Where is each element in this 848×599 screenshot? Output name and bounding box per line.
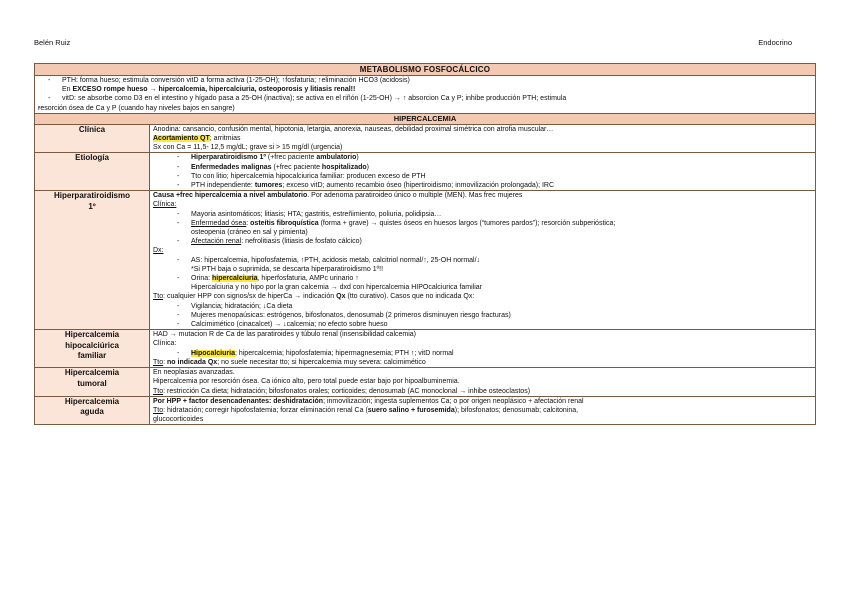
tumoral-tto-label: Tto [153,387,164,395]
aguda-tto-line [153,406,812,415]
etiologia-item-bold: ambulatorio [316,154,357,162]
hhf-tto-text: : [163,358,168,366]
hhf-tto-bold: no indicada Qx [167,358,218,366]
vitd-cont-text: resorción ósea de Ca y P (cuando hay niveles bajos en sangre) [38,104,235,112]
hpt-dx-item: - AS: hipercalcemia, hipofosfatemia, ↑PTH, acidosis metab, calcitriol normal/↑, 25-OH normal/↓ [153,256,812,265]
hpt-clinica-underline: Enfermedad ósea [191,219,247,227]
row-label-clinica: Clínica [35,124,150,153]
exceso-text: EXCESO rompe hueso → hipercalcemia, hipercalciuria, osteoporosis y litiasis renal!! [72,86,356,94]
row-label-hiperparatiroidismo [35,191,150,330]
etiologia-content [150,153,816,191]
clinica-qt-rest: ; arritmias [209,135,241,143]
etiologia-item-text: ) [366,163,369,171]
aguda-tto-cont: glucocorticoides [153,416,204,424]
hpt-tto-item: - Vigilancia; hidratación; ↓Ca dieta [153,302,812,311]
etiologia-item-text: PTH independiente: [191,182,255,190]
hipocalciurica-content [150,330,816,368]
etiologia-item: - Tto con litio; hipercalcemia hipocalciurica familiar: producen exceso de PTH [153,172,812,181]
etiologia-item-text: (+frec paciente [271,163,322,171]
hpt-dx-item-cont: *Si PTH baja o suprimida, se descarta hiperparatiroidismo 1º!! [191,265,384,273]
hhf-clinica-text: ; hipercalcemia; hipofosfatemia; hipermagnesemia; PTH ↑; vitD normal [234,349,454,357]
hpt-causa-rest: . Por adenoma paratiroideo único o multiple (MEN). Mas frec mujeres [307,192,523,200]
highlight-hipocalciuria: Hipocalciuria [191,349,235,357]
aguda-tto-bold: suero salino + furosemida [367,406,455,414]
etiologia-item [153,153,812,162]
hpt-label-line1: Hiperparatiroidismo [53,191,130,201]
hpt-dx-text: Orina: [191,275,213,283]
etiologia-item-bold: tumores [254,182,283,190]
clinica-line: Anodina: cansancio, confusión mental, hipotonia, letargia, anorexia, nauseas, debilidad proximal simétrica con atrofia muscular… [153,125,554,133]
hhf-tto-line [153,358,812,367]
author-name: Belén Ruiz [34,38,71,47]
aguda-text: ; inmovilización; ingesta suplementos Ca; o por origen neoplásico + afectación renal [323,397,584,405]
etiologia-item-text: (+frec paciente [265,154,317,162]
hpt-causa-line [153,191,812,200]
vitd-line-cont [38,104,812,113]
pth-line: - PTH: forma hueso; estimula conversión vitD a forma activa (1-25-OH); ↑fosfaturia; ↑eliminación HCO3 (acidosis) [38,76,812,85]
hhf-tto-label: Tto [153,358,164,366]
hhf-clinica-item [153,349,812,358]
hiperparatiroidismo-content [150,191,816,330]
aguda-tto-text: ); bifosfonatos; denosumab; calcitonina, [454,406,579,414]
hpt-tto-text: (tto curativo). Casos que no indicada Qx: [345,293,475,301]
aguda-content [150,396,816,425]
hpt-clinica-text: : [246,219,251,227]
metabolism-table [34,63,816,425]
row-label-tumoral [35,368,150,397]
tumoral-tto-text: : restricción Ca dieta; hidratación; bifosfonatos orales; corticoides; denosumab (AC monoclonal → inhibe osteoclastos) [163,387,531,395]
etiologia-item-bold: Enfermedades malignas [191,163,272,171]
hpt-clinica-item: - Mayoria asintomáticos; litiasis; HTA; gastritis, estreñimiento, poliuria, polidipsia… [153,210,812,219]
hpt-dx-heading: Dx: [153,247,164,255]
exceso-prefix: En [62,86,73,94]
aguda-label-line1: Hipercalcemia [64,396,120,406]
hhf-label-line1: Hipercalcemia [64,330,120,340]
hpt-tto-line [153,292,812,301]
tumoral-label-line2: tumoral [77,378,107,388]
etiologia-item [153,181,812,190]
row-label-etiologia: Etiología [35,153,150,191]
hpt-tto-item: - Calcimimético (cinacalcet) → ↓calcemia; no efecto sobre hueso [153,320,812,329]
etiologia-item-bold: hospitalizado [321,163,367,171]
section-hipercalcemia: HIPERCALCEMIA [35,113,816,124]
tumoral-tto-line [153,387,812,396]
tumoral-line: En neoplasias avanzadas. [153,369,235,377]
hpt-clinica-underline: Afectación renal [191,238,242,246]
tumoral-content [150,368,816,397]
etiologia-item [153,163,812,172]
vitd-line: - vitD: se absorbe como D3 en el intestino y hígado pasa a 25-OH (inactiva); se activa en el riñón (1-25-OH) → ↑ absorcion Ca y P; inhibe producción PTH; estimula [38,94,812,103]
hpt-tto-bold: Qx [336,293,346,301]
hpt-clinica-item [153,237,812,246]
tumoral-label-line1: Hipercalcemia [64,368,120,378]
aguda-tto-label: Tto [153,406,164,414]
clinica-content [150,124,816,153]
aguda-line [153,397,812,406]
hhf-label-line3: familiar [77,351,107,361]
hhf-label-line2: hipocalciúrica [65,340,119,350]
clinica-ca-line: Sx con Ca = 11,5- 12,5 mg/dL; grave si > 15 mg/dl (urgencia) [153,144,343,152]
hpt-clinica-bold: osteítis fibroquística [250,219,319,227]
hpt-tto-item: - Mujeres menopaúsicas: estrógenos, bifosfonatos, denosumab (2 primeros disminuyen riesgo fracturas) [153,311,812,320]
subject-name: Endocrino [758,38,792,47]
etiologia-item-text: ) [356,154,359,162]
hpt-dx-item [153,274,812,283]
hpt-dx-item-cont: Hipercalciuria y no hipo por la gran calcemia → dxd con hipercalcemia HIPOcalciurica familiar [191,284,483,292]
highlight-qt: Acortamiento QT [153,135,210,143]
exceso-line [38,85,812,94]
hpt-label-line2: 1º [88,201,96,211]
aguda-label-line2: aguda [80,407,104,417]
etiologia-item-text: ; exceso vitD; aumento recambio óseo (hipertiroidismo; inmovilización prolongada); IRC [282,182,555,190]
aguda-tto-text: : hidratación; corregir hipofosfatemia; forzar eliminación renal Ca ( [163,406,368,414]
clinica-qt-line [153,134,812,143]
hpt-clinica-item-cont: osteopenia (cráneo en sal y pimienta) [191,229,308,237]
hhf-tto-text: ; no suele necesitar tto; si hipercalcemia muy severa: calcimimético [217,358,426,366]
hpt-causa-bold: Causa +frec hipercalcemia a nivel ambulatorio [153,192,308,200]
hpt-tto-text: : cualquier HPP con signos/sx de hiperCa → indicación [163,293,337,301]
tumoral-line: Hipercalcemia por resorción ósea. Ca iónico alto, pero total puede estar bajo por hipoalbuminemia. [153,378,460,386]
hpt-clinica-text: (forma + grave) → quistes óseos en huesos largos (“tumores pardos”); resorción subperióstica; [318,219,616,227]
hhf-line: HAD → mutacion R de Ca de las paratiroides y túbulo renal (insensibilidad calcemia) [153,331,417,339]
intro-cell [35,76,816,114]
hpt-clinica-item [153,219,812,228]
hpt-dx-text: , hiperfosfaturia, AMPc urinario ↑ [257,275,359,283]
hpt-clinica-text: : nefrolitiasis (litiasis de fosfato cálcico) [241,238,362,246]
row-label-hipocalciurica [35,330,150,368]
hpt-tto-label: Tto [153,293,164,301]
highlight-hipercalciuria: hipercalciuria [212,275,258,283]
hpt-clinica-heading: Clínica: [153,201,177,209]
row-label-aguda [35,396,150,425]
etiologia-item-bold: Hiperparatiroidismo 1º [191,154,266,162]
aguda-bold: Por HPP + factor desencadenantes: deshidratación [153,397,324,405]
hhf-clinica-heading: Clínica: [153,340,177,348]
document-title: METABOLISMO FOSFOCÁLCICO [35,64,816,76]
